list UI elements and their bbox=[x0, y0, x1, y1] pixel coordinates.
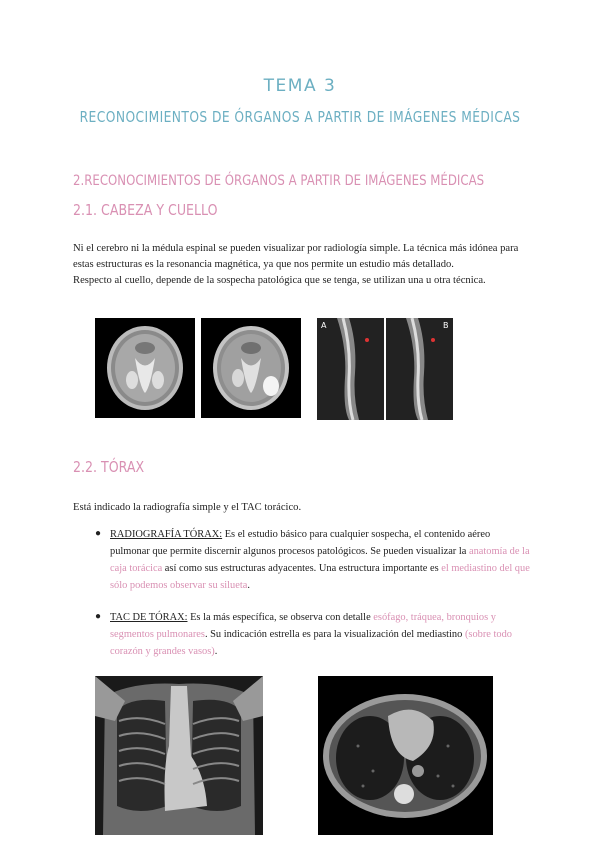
chest-ct-image bbox=[318, 676, 493, 835]
xray-label: RADIOGRAFÍA TÓRAX: bbox=[110, 529, 223, 540]
brain-mri-image-1 bbox=[95, 318, 195, 418]
xray-text-2: así como sus estructuras adyacentes. Una estructura importante es bbox=[162, 563, 442, 574]
xray-bullet bbox=[110, 526, 530, 594]
mri-label-b: B bbox=[443, 321, 449, 330]
chest-xray-image bbox=[95, 676, 263, 835]
ct-text-3: . bbox=[214, 646, 218, 657]
ct-text-1: Es la más específica, se observa con detalle bbox=[187, 612, 374, 623]
head-neck-text-1: Ni el cerebro ni la médula espinal se pueden visualizar por radiología simple. La técnica más idónea para estas estructuras es la resonancia magnética, ya que nos permite un estudio más detallado. bbox=[73, 243, 519, 270]
ct-text-2: . Su indicación estrella es para la visualización del mediastino bbox=[204, 629, 465, 640]
thorax-intro: Está indicado la radiografía simple y el TAC torácico. bbox=[73, 502, 302, 513]
ct-bullet bbox=[110, 609, 530, 660]
mri-label-a: A bbox=[321, 321, 327, 330]
ct-label: TAC DE TÓRAX: bbox=[110, 612, 188, 623]
ct-highlight-1: esófago, tráquea, bronquios y segmentos pulmonares bbox=[110, 612, 496, 640]
section-2-heading: 2.RECONOCIMIENTOS DE ÓRGANOS A PARTIR DE IMÁGENES MÉDICAS bbox=[73, 173, 485, 189]
xray-text-1: Es el estudio básico para cualquier sospecha, el contenido aéreo pulmonar que permite discernir algunos procesos patológicos. Se pueden visualizar la bbox=[110, 529, 491, 557]
xray-highlight-1: anatomía de la caja torácica bbox=[110, 546, 530, 574]
section-2-1-heading: 2.1. CABEZA Y CUELLO bbox=[73, 201, 218, 219]
tema-title: TEMA 3 bbox=[263, 76, 337, 96]
head-neck-paragraph bbox=[73, 241, 533, 289]
section-2-2-heading: 2.2. TÓRAX bbox=[73, 458, 145, 476]
ct-highlight-2: (sobre todo corazón y grandes vasos) bbox=[110, 629, 512, 657]
head-neck-text-2: Respecto al cuello, depende de la sospecha patológica que se tenga, se utilizan una u otra técnica. bbox=[73, 275, 486, 286]
bullet-dot-1: ● bbox=[95, 528, 102, 539]
xray-highlight-2: el mediastino del que sólo podemos observar su silueta bbox=[110, 563, 530, 591]
spine-mri-image bbox=[317, 318, 453, 420]
bullet-dot-2: ● bbox=[95, 611, 102, 622]
xray-text-3: . bbox=[247, 580, 250, 591]
brain-mri-image-2 bbox=[201, 318, 301, 418]
main-title: RECONOCIMIENTOS DE ÓRGANOS A PARTIR DE IMÁGENES MÉDICAS bbox=[79, 108, 521, 126]
